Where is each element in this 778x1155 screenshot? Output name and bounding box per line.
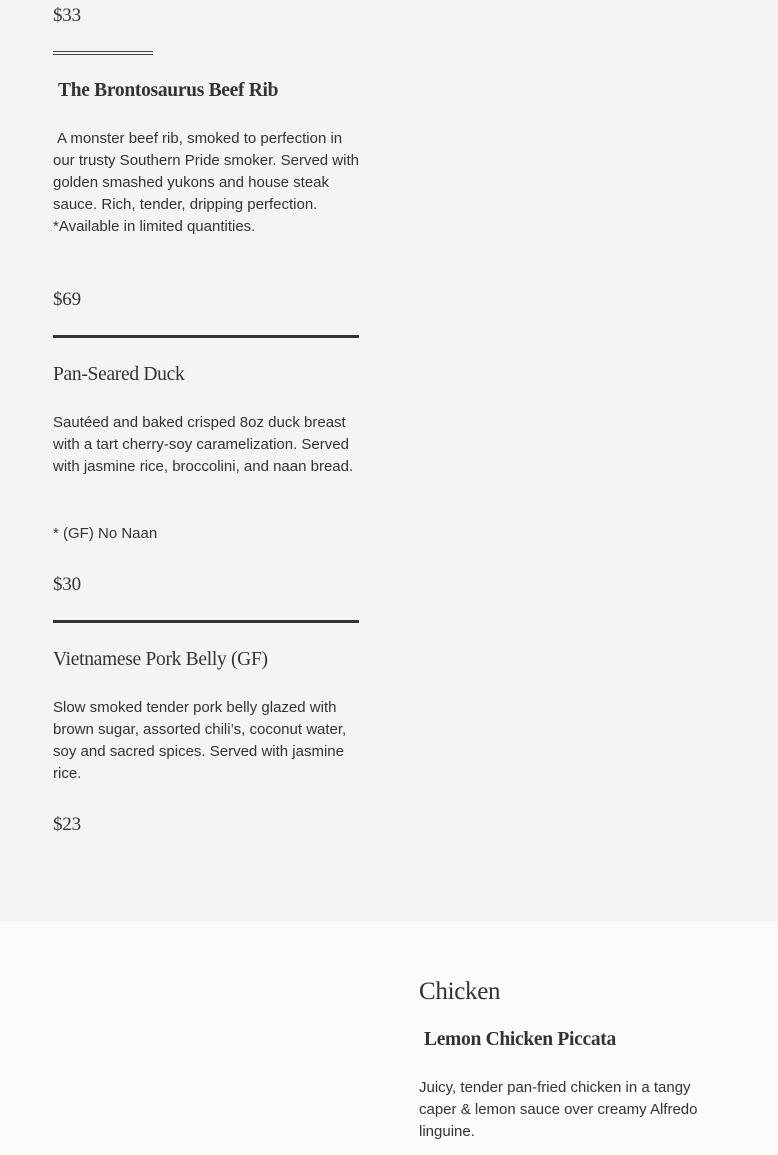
- item-title-brontosaurus: The Brontosaurus Beef Rib: [58, 80, 279, 101]
- item-description-piccata: Juicy, tender pan-fried chicken in a tangy caper & lemon sauce over creamy Alfredo linguine.: [419, 1079, 698, 1140]
- item-title-pork-belly: Vietnamese Pork Belly (GF): [53, 649, 268, 670]
- item-price-pork-belly: $23: [53, 814, 81, 835]
- divider: [53, 620, 359, 623]
- item-price-duck: $30: [53, 574, 81, 595]
- divider-double: [53, 51, 153, 55]
- item-price-brontosaurus: $69: [53, 289, 81, 310]
- item-description-duck: Sautéed and baked crisped 8oz duck breast with a tart cherry-soy caramelization. Served with jasmine rice, broccolini, and naan bread.: [53, 414, 354, 475]
- menu-section-chicken: [0, 921, 778, 1155]
- item-title-duck: Pan-Seared Duck: [53, 364, 185, 385]
- item-description-brontosaurus: A monster beef rib, smoked to perfection in our trusty Southern Pride smoker. Served with golden smashed yukons and house steak sauce. Rich, tender, dripping perfection. *Available in limited quantities.: [53, 130, 359, 235]
- divider: [53, 335, 359, 338]
- item-note-duck: * (GF) No Naan: [53, 525, 158, 542]
- item-title-piccata: Lemon Chicken Piccata: [424, 1029, 616, 1050]
- item-description-pork-belly: Slow smoked tender pork belly glazed with brown sugar, assorted chili’s, coconut water, soy and sacred spices. Served with jasmine rice.: [53, 699, 347, 782]
- item-price: $33: [53, 5, 81, 26]
- section-title-chicken: Chicken: [419, 978, 501, 1005]
